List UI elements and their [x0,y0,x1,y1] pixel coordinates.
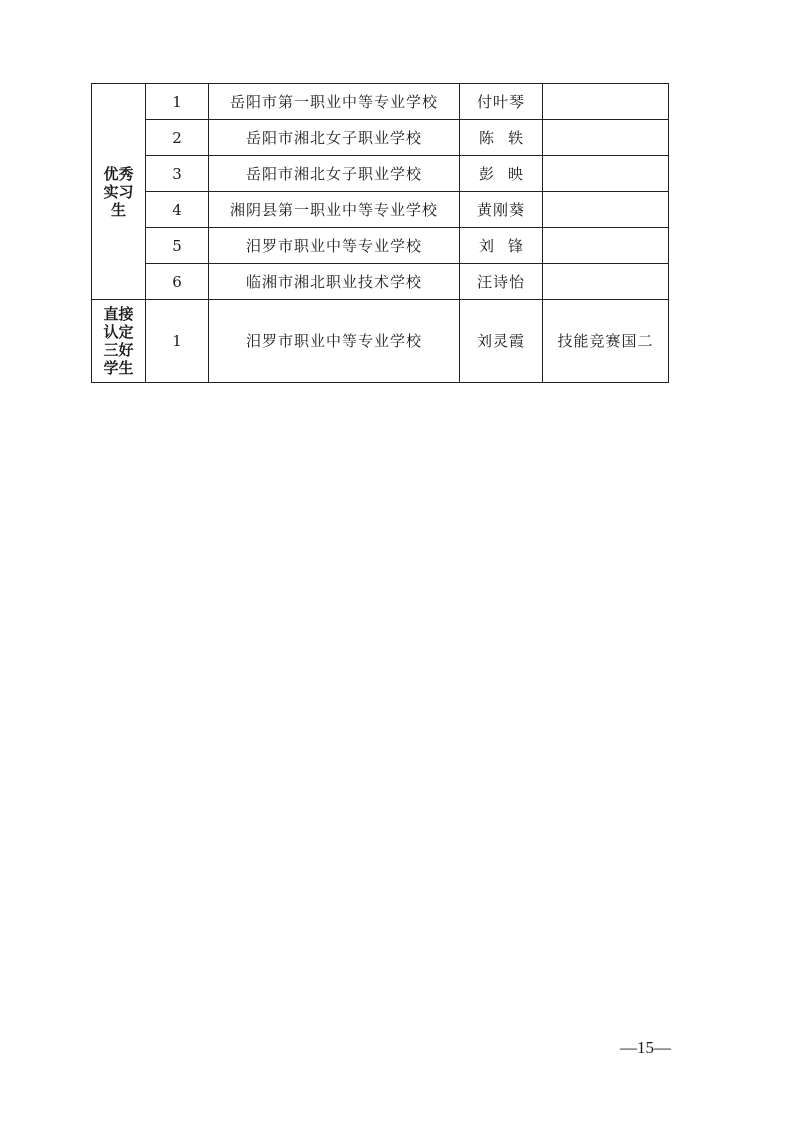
row-number: 6 [146,264,209,300]
table-row [92,84,669,120]
category-cell [92,300,146,383]
remark [543,156,669,192]
row-number: 3 [146,156,209,192]
page-number: —15— [620,1038,671,1057]
school-name: 岳阳市湘北女子职业学校 [209,156,460,192]
remark [543,228,669,264]
student-name: 黄刚葵 [460,192,543,228]
table-row [92,156,669,192]
table-row [92,192,669,228]
student-name: 汪诗怡 [460,264,543,300]
table-row [92,264,669,300]
remark [543,84,669,120]
table-row [92,120,669,156]
remark: 技能竞赛国二 [543,300,669,383]
school-name: 汨罗市职业中等专业学校 [209,228,460,264]
student-name: 彭映 [460,156,543,192]
row-number: 1 [146,300,209,383]
category-label-line: 优秀 [103,164,134,183]
category-label-line: 三好 [103,341,134,359]
award-table [91,83,669,383]
category-label-line: 学生 [103,359,134,377]
row-number: 5 [146,228,209,264]
student-name: 刘锋 [460,228,543,264]
category-label-line: 实习 [103,182,134,201]
row-number: 2 [146,120,209,156]
student-name: 付叶琴 [460,84,543,120]
school-name: 岳阳市湘北女子职业学校 [209,120,460,156]
table-row [92,300,669,383]
row-number: 1 [146,84,209,120]
school-name: 岳阳市第一职业中等专业学校 [209,84,460,120]
school-name: 临湘市湘北职业技术学校 [209,264,460,300]
school-name: 汨罗市职业中等专业学校 [209,300,460,383]
category-cell [92,84,146,300]
remark [543,192,669,228]
category-label-line: 直接 [103,305,134,323]
student-name: 刘灵霞 [460,300,543,383]
table-row [92,228,669,264]
category-label-line: 认定 [103,323,134,341]
remark [543,120,669,156]
category-label-line: 生 [110,200,126,219]
school-name: 湘阴县第一职业中等专业学校 [209,192,460,228]
student-name: 陈轶 [460,120,543,156]
row-number: 4 [146,192,209,228]
remark [543,264,669,300]
